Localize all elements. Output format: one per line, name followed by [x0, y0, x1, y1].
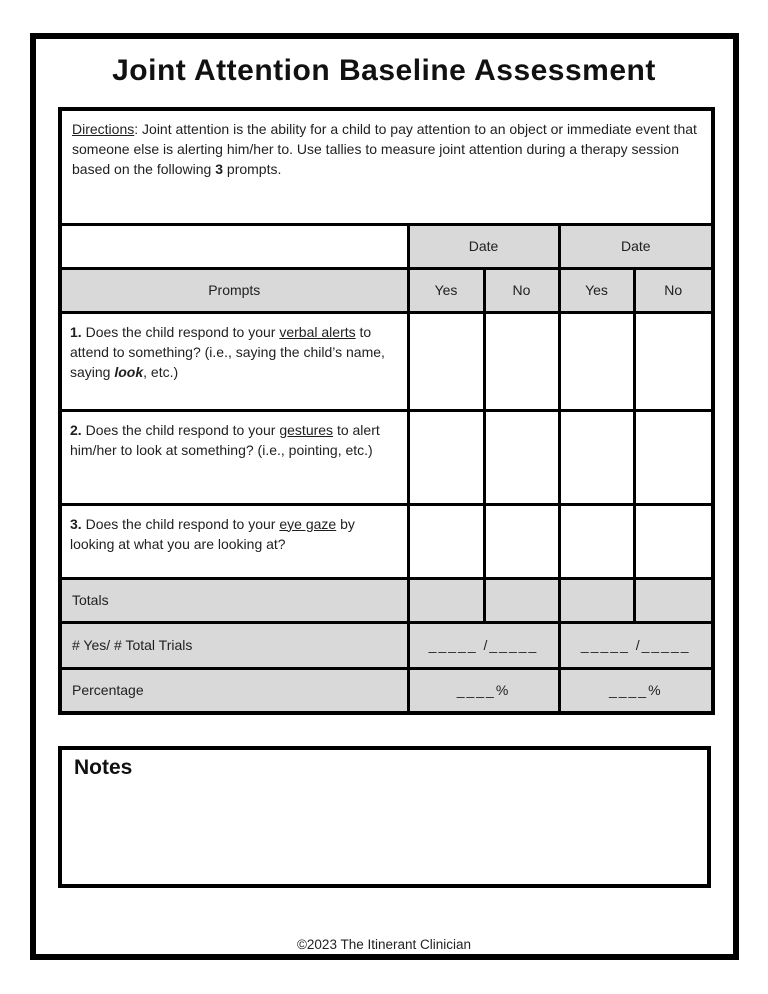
tally-cell-prompt1-date2-no[interactable]: [634, 312, 713, 410]
yes-header-date2: Yes: [559, 268, 634, 312]
directions-cell: [60, 109, 713, 224]
notes-box[interactable]: [58, 746, 711, 888]
spacer-cell: [60, 224, 408, 268]
directions-prompt-count: 3: [215, 161, 224, 177]
directions-text-tail: prompts.: [223, 161, 282, 177]
notes-label: Notes: [74, 756, 133, 779]
date-header-1: Date: [408, 224, 559, 268]
tally-cell-prompt3-date1-yes[interactable]: [408, 504, 484, 578]
percentage-row: [60, 668, 713, 713]
totals-row: [60, 578, 713, 622]
tally-cell-prompt2-date1-no[interactable]: [484, 410, 559, 504]
page-title: Joint Attention Baseline Assessment: [112, 54, 656, 87]
trials-row: [60, 622, 713, 668]
copyright-footer: ©2023 The Itinerant Clinician: [296, 937, 472, 952]
trials-label: # Yes/ # Total Trials: [60, 622, 408, 668]
prompt-text-3: 3. Does the child respond to your eye gaze by looking at what you are looking at?: [60, 504, 408, 578]
column-header-row: [60, 268, 713, 312]
tally-cell-prompt3-date1-no[interactable]: [484, 504, 559, 578]
totals-cell-date2-no[interactable]: [634, 578, 713, 622]
prompt-row-3: [60, 504, 713, 578]
totals-cell-date2-yes[interactable]: [559, 578, 634, 622]
directions-label: Directions: [72, 121, 135, 137]
trials-blank-date1[interactable]: _____ /_____: [408, 622, 559, 668]
totals-label: Totals: [60, 578, 408, 622]
tally-cell-prompt1-date1-yes[interactable]: [408, 312, 484, 410]
tally-cell-prompt1-date1-no[interactable]: [484, 312, 559, 410]
tally-cell-prompt2-date2-yes[interactable]: [559, 410, 634, 504]
prompt-text-1: 1. Does the child respond to your verbal alerts to attend to something? (i.e., saying the child’s name, saying look, etc.): [60, 312, 408, 410]
tally-cell-prompt2-date1-yes[interactable]: [408, 410, 484, 504]
tally-cell-prompt3-date2-yes[interactable]: [559, 504, 634, 578]
prompt-row-1: [60, 312, 713, 410]
trials-blank-date2[interactable]: _____ /_____: [559, 622, 713, 668]
prompt-row-2: [60, 410, 713, 504]
directions-text: : Joint attention is the ability for a child to pay attention to an object or immediate event that someone else is alerting him/her to. Use tallies to measure joint attention during a therapy session based on the following: [72, 121, 697, 177]
date-header-2: Date: [559, 224, 713, 268]
no-header-date1: No: [484, 268, 559, 312]
date-header-row: [60, 224, 713, 268]
assessment-table: [58, 107, 715, 715]
prompts-header: Prompts: [60, 268, 408, 312]
directions-row: [60, 109, 713, 224]
totals-cell-date1-yes[interactable]: [408, 578, 484, 622]
tally-cell-prompt3-date2-no[interactable]: [634, 504, 713, 578]
tally-cell-prompt2-date2-no[interactable]: [634, 410, 713, 504]
tally-cell-prompt1-date2-yes[interactable]: [559, 312, 634, 410]
totals-cell-date1-no[interactable]: [484, 578, 559, 622]
percentage-blank-date1[interactable]: ____%: [408, 668, 559, 713]
no-header-date2: No: [634, 268, 713, 312]
percentage-label: Percentage: [60, 668, 408, 713]
percentage-blank-date2[interactable]: ____%: [559, 668, 713, 713]
yes-header-date1: Yes: [408, 268, 484, 312]
prompt-text-2: 2. Does the child respond to your gestures to alert him/her to look at something? (i.e., pointing, etc.): [60, 410, 408, 504]
